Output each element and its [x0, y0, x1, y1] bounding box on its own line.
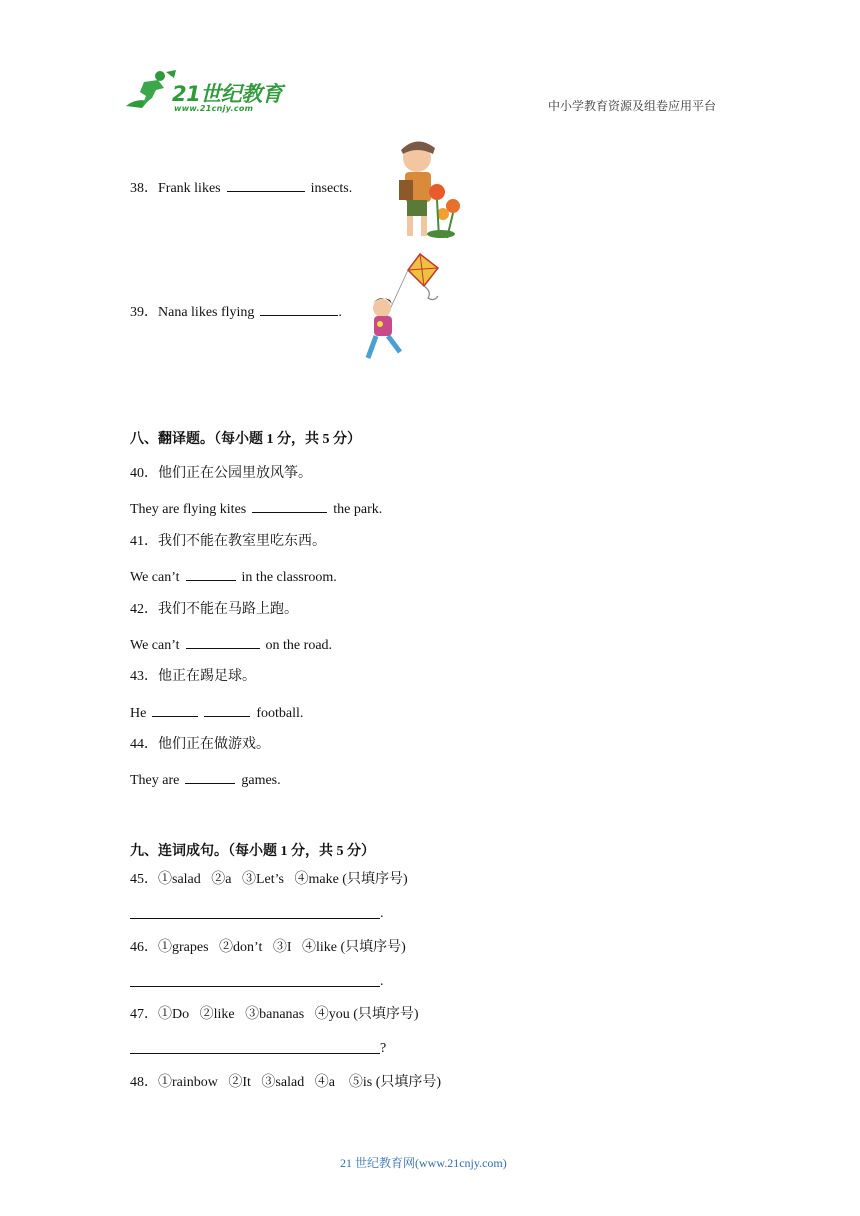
question-40-before: They are flying kites [130, 502, 247, 517]
section-9-title: 九、连词成句。（每小题 1 分，共 5 分） [130, 844, 375, 859]
answer-end-punctuation: ? [380, 1041, 387, 1056]
logo [122, 68, 292, 116]
answer-blank[interactable] [204, 703, 250, 717]
question-38 [130, 178, 352, 198]
question-41-before: We can’t [130, 570, 180, 585]
question-44-chinese: 44．他们正在做游戏。 [130, 737, 270, 752]
question-43-chinese: 43．他正在踢足球。 [130, 669, 256, 684]
question-42-after: on the road. [265, 638, 333, 653]
question-38-before: 38．Frank likes [130, 181, 221, 196]
question-42-english [130, 635, 332, 655]
question-45: 45．①salad ②a ③Let’s ④make (只填序号) [130, 872, 408, 887]
question-48: 48．①rainbow ②It ③salad ④a ⑤is (只填序号) [130, 1075, 442, 1090]
question-39 [130, 302, 342, 322]
question-38-after: insects. [310, 181, 353, 196]
platform-name: 中小学教育资源及组卷应用平台 [548, 99, 717, 113]
question-44-english [130, 770, 281, 790]
section-8-title: 八、翻译题。（每小题 1 分，共 5 分） [130, 432, 361, 447]
question-41-after: in the classroom. [241, 570, 337, 585]
answer-blank[interactable] [227, 178, 305, 192]
question-40-chinese: 40．他们正在公园里放风筝。 [130, 466, 312, 481]
question-42-chinese: 42．我们不能在马路上跑。 [130, 602, 298, 617]
footer-text: 21 世纪教育网(www.21cnjy.com) [340, 1156, 507, 1170]
runner-logo-icon [122, 68, 178, 112]
answer-blank[interactable] [260, 302, 338, 316]
question-40-after: the park. [333, 502, 383, 517]
answer-line-46[interactable] [130, 973, 390, 991]
question-39-after: . [338, 305, 342, 320]
answer-blank[interactable] [252, 499, 327, 513]
question-39-before: 39．Nana likes flying [130, 305, 255, 320]
answer-end-punctuation: . [380, 974, 384, 989]
answer-end-punctuation: . [380, 906, 384, 921]
question-44-before: They are [130, 773, 180, 788]
answer-blank[interactable] [186, 567, 236, 581]
answer-line-45[interactable] [130, 905, 390, 923]
question-41-chinese: 41．我们不能在教室里吃东西。 [130, 534, 326, 549]
question-44-after: games. [241, 773, 281, 788]
answer-line-47[interactable] [130, 1040, 390, 1058]
answer-blank[interactable] [185, 770, 235, 784]
logo-url: www.21cnjy.com [174, 104, 254, 113]
girl-flying-kite-illustration [362, 252, 454, 366]
answer-underline [130, 1052, 380, 1054]
question-47: 47．①Do ②like ③bananas ④you (只填序号) [130, 1007, 419, 1022]
answer-underline [130, 917, 380, 919]
question-43-before: He [130, 706, 147, 721]
answer-blank[interactable] [152, 703, 198, 717]
question-40-english [130, 499, 382, 519]
question-46: 46．①grapes ②don’t ③I ④like (只填序号) [130, 940, 406, 955]
question-42-before: We can’t [130, 638, 180, 653]
question-43-english [130, 703, 303, 723]
answer-underline [130, 985, 380, 987]
boy-with-flowers-illustration [377, 136, 469, 240]
question-43-after: football. [256, 706, 304, 721]
answer-blank[interactable] [186, 635, 260, 649]
logo-title: 21世纪教育 [172, 82, 283, 106]
question-41-english [130, 567, 337, 587]
